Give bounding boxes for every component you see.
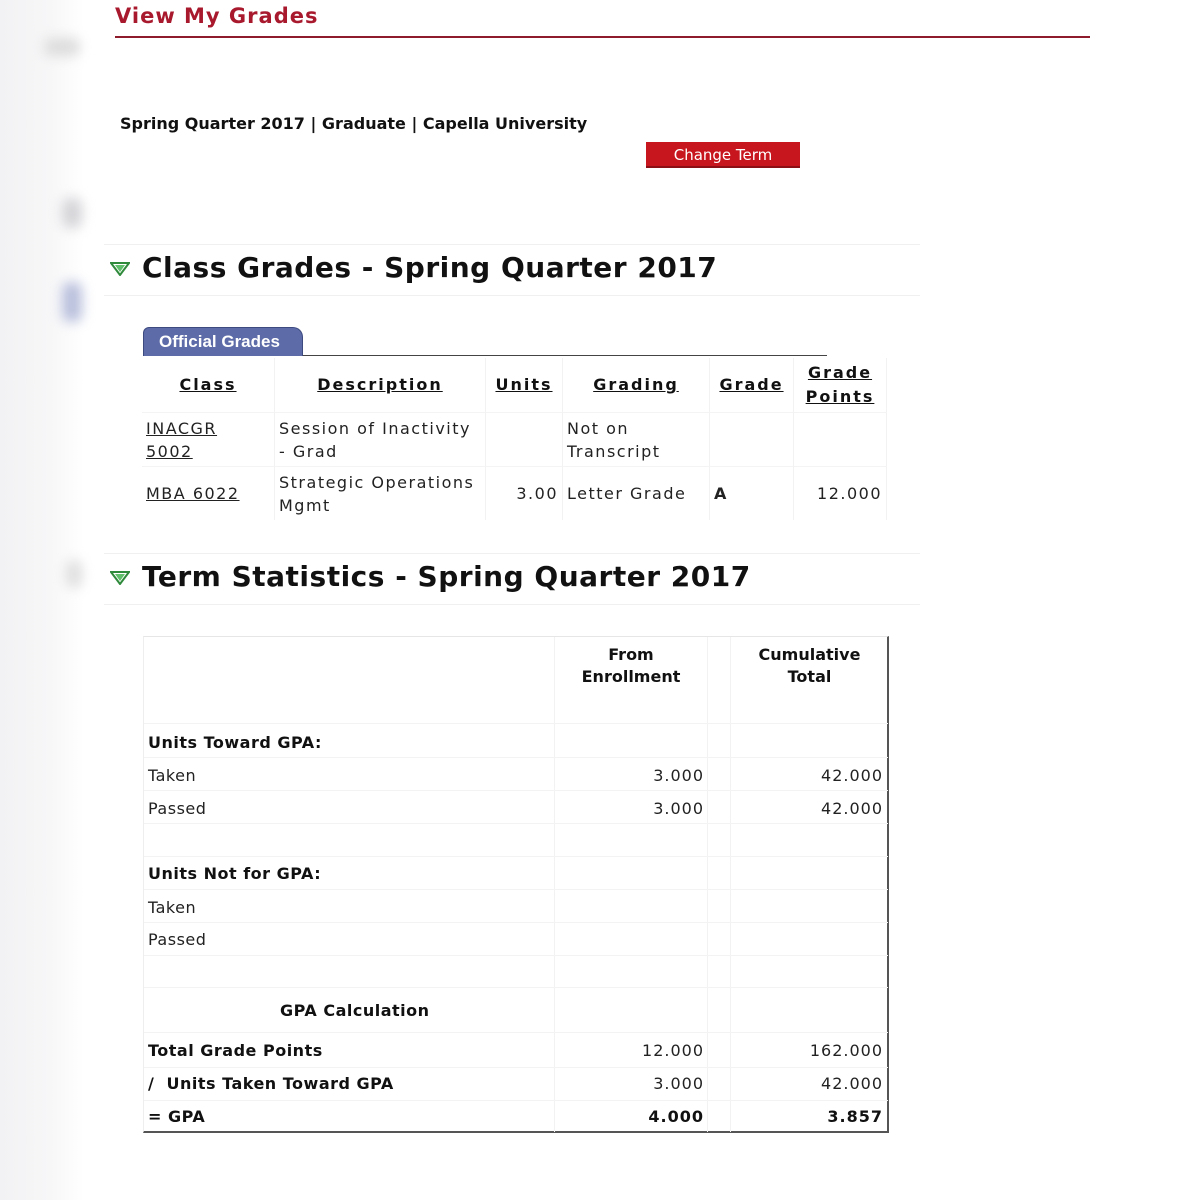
page-title: View My Grades xyxy=(115,4,319,28)
class-cell xyxy=(142,412,275,466)
row-divider xyxy=(144,823,888,824)
table-row xyxy=(142,412,887,466)
column-header-class[interactable]: Class xyxy=(142,358,275,412)
background-smudge xyxy=(62,198,82,228)
row-divider xyxy=(144,889,888,890)
background-smudge xyxy=(66,560,82,588)
units-not-for-gpa-taken-label: Taken xyxy=(148,898,197,917)
background-smudge xyxy=(44,38,80,56)
row-divider xyxy=(144,1032,888,1033)
cumulative-total-header xyxy=(732,644,887,688)
cumulative-total-header-line2: Total xyxy=(787,667,832,686)
description-line1: Session of Inactivity xyxy=(279,418,471,438)
column-header-grade-points-line1: Grade xyxy=(807,363,873,382)
cumulative-total-header-line1: Cumulative xyxy=(758,645,861,664)
from-enrollment-header-line2: Enrollment xyxy=(581,667,681,686)
change-term-button[interactable]: Change Term xyxy=(646,142,800,168)
row-divider xyxy=(144,723,888,724)
units-toward-gpa-heading: Units Toward GPA: xyxy=(148,733,322,752)
collapse-triangle-icon[interactable] xyxy=(110,571,130,585)
description-cell xyxy=(275,412,486,466)
background-smudge xyxy=(62,282,82,322)
row-divider xyxy=(144,1067,888,1068)
units-not-for-gpa-heading: Units Not for GPA: xyxy=(148,864,322,883)
from-enrollment-header xyxy=(556,644,706,688)
row-divider xyxy=(144,790,888,791)
grade-points-cell: 12.000 xyxy=(794,466,887,520)
column-header-grade-points-line2: Points xyxy=(805,387,875,406)
units-taken-toward-gpa-from: 3.000 xyxy=(653,1074,704,1093)
column-header-grade[interactable]: Grade xyxy=(710,358,794,412)
column-header-grade-points[interactable] xyxy=(794,358,887,412)
background-panel xyxy=(0,0,84,1200)
official-grades-tab[interactable]: Official Grades xyxy=(143,327,303,356)
grading-line2: Transcript xyxy=(567,441,661,461)
row-divider xyxy=(144,987,888,988)
units-toward-gpa-taken-cumulative: 42.000 xyxy=(821,766,883,785)
units-toward-gpa-passed-cumulative: 42.000 xyxy=(821,799,883,818)
column-divider xyxy=(730,637,731,1132)
units-toward-gpa-passed-from: 3.000 xyxy=(653,799,704,818)
column-divider xyxy=(554,637,555,1132)
gpa-label: = GPA xyxy=(148,1107,206,1126)
units-toward-gpa-taken-label: Taken xyxy=(148,766,197,785)
term-info: Spring Quarter 2017 | Graduate | Capella University xyxy=(120,114,588,133)
row-divider xyxy=(144,1100,888,1101)
column-divider xyxy=(707,637,708,1132)
term-statistics-title: Term Statistics - Spring Quarter 2017 xyxy=(142,560,751,593)
collapse-triangle-icon[interactable] xyxy=(110,262,130,276)
row-divider xyxy=(144,922,888,923)
class-link-line1: INACGR xyxy=(146,418,218,438)
units-toward-gpa-passed-label: Passed xyxy=(148,799,207,818)
units-taken-toward-gpa-cumulative: 42.000 xyxy=(821,1074,883,1093)
grade-cell: A xyxy=(710,466,794,520)
description-line2: - Grad xyxy=(279,441,338,461)
gpa-calculation-heading: GPA Calculation xyxy=(280,1001,430,1020)
units-taken-toward-gpa-label: / Units Taken Toward GPA xyxy=(148,1074,394,1093)
description-line2: Mgmt xyxy=(279,495,331,515)
class-link[interactable] xyxy=(146,419,217,461)
tab-divider xyxy=(303,355,827,356)
term-statistics-section-header[interactable] xyxy=(104,553,920,605)
grading-cell: Letter Grade xyxy=(563,466,710,520)
table-row xyxy=(142,466,887,520)
grading-line1: Not on xyxy=(567,418,630,438)
units-toward-gpa-taken-from: 3.000 xyxy=(653,766,704,785)
column-header-units[interactable]: Units xyxy=(486,358,563,412)
title-divider xyxy=(115,36,1090,38)
class-link[interactable]: MBA 6022 xyxy=(146,484,240,503)
units-cell: 3.00 xyxy=(486,466,563,520)
table-header-row xyxy=(142,358,887,412)
column-header-grading[interactable]: Grading xyxy=(563,358,710,412)
grade-cell xyxy=(710,412,794,466)
gpa-from-enrollment: 4.000 xyxy=(648,1107,704,1126)
class-cell xyxy=(142,466,275,520)
column-header-description[interactable]: Description xyxy=(275,358,486,412)
row-divider xyxy=(144,955,888,956)
term-statistics-table xyxy=(143,636,889,1133)
row-divider xyxy=(144,757,888,758)
units-cell xyxy=(486,412,563,466)
from-enrollment-header-line1: From xyxy=(608,645,654,664)
class-link-line2: 5002 xyxy=(146,441,193,461)
total-grade-points-from: 12.000 xyxy=(642,1041,704,1060)
grade-points-cell xyxy=(794,412,887,466)
gpa-cumulative: 3.857 xyxy=(827,1107,883,1126)
row-divider xyxy=(144,856,888,857)
class-grades-section-header[interactable] xyxy=(104,244,920,296)
total-grade-points-label: Total Grade Points xyxy=(148,1041,323,1060)
class-grades-table xyxy=(142,358,887,520)
total-grade-points-cumulative: 162.000 xyxy=(809,1041,883,1060)
description-cell xyxy=(275,466,486,520)
units-not-for-gpa-passed-label: Passed xyxy=(148,930,207,949)
description-line1: Strategic Operations xyxy=(279,472,475,492)
class-grades-title: Class Grades - Spring Quarter 2017 xyxy=(142,251,718,284)
grading-cell xyxy=(563,412,710,466)
